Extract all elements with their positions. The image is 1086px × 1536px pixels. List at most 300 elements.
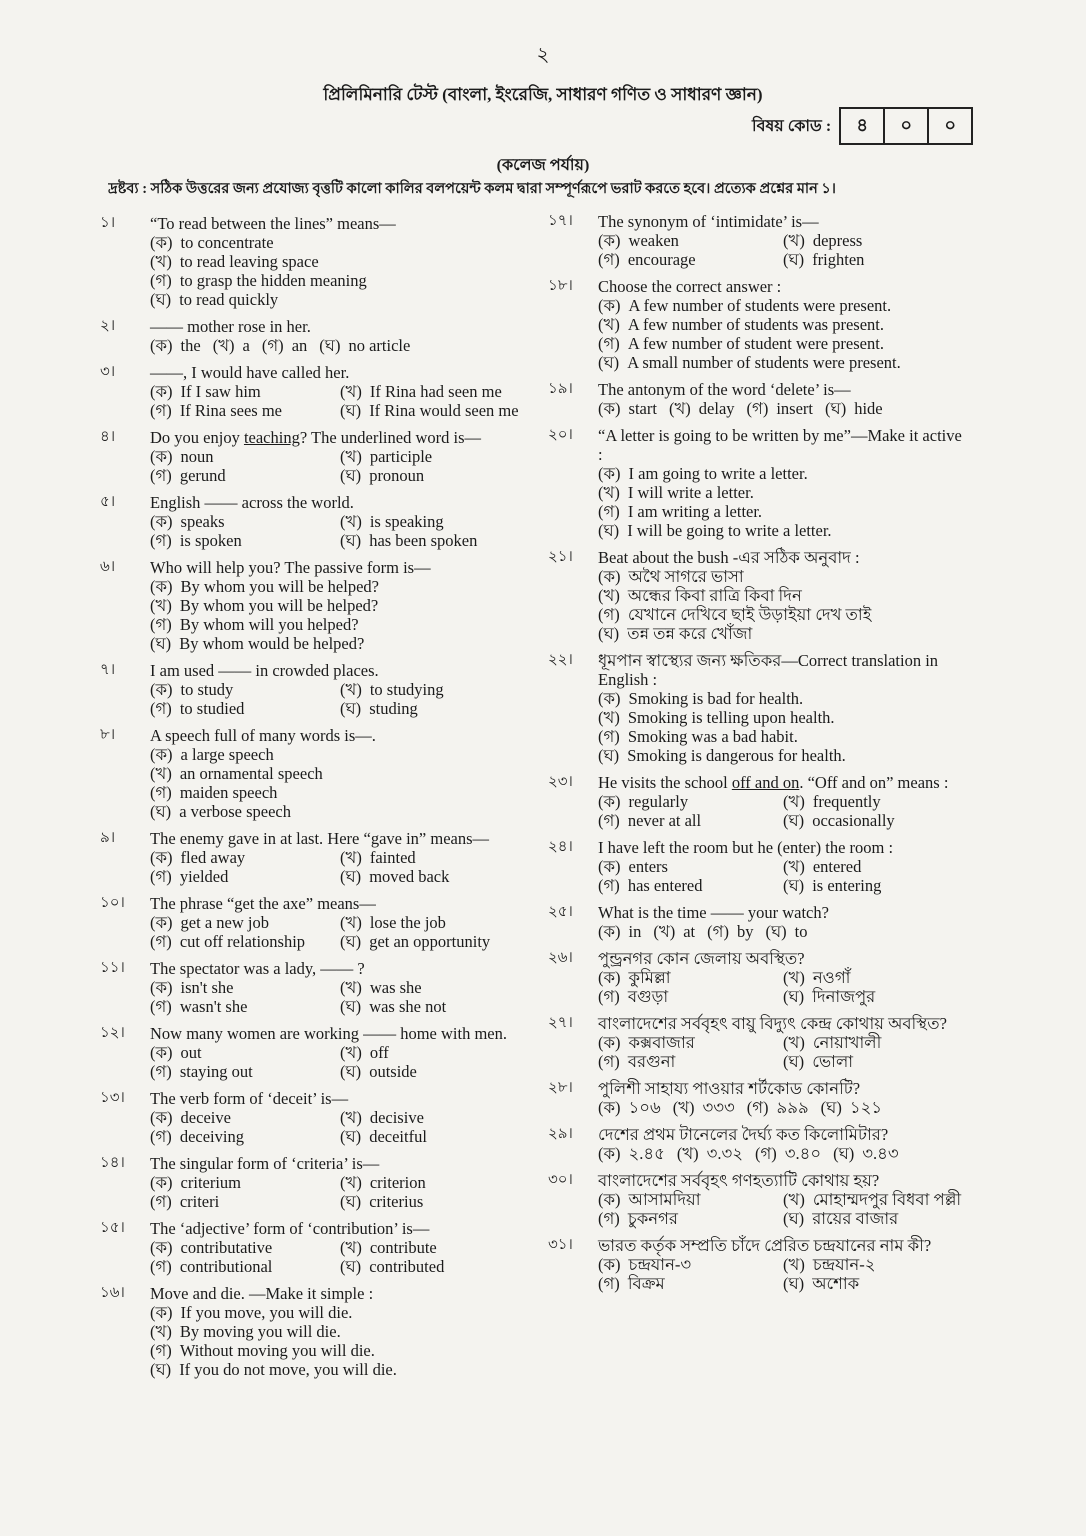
option-letter: (খ) bbox=[340, 1173, 362, 1192]
option-text: নোয়াখালী bbox=[812, 1033, 882, 1052]
option-text: start bbox=[628, 399, 657, 418]
question-number: ১। bbox=[100, 215, 116, 231]
answer-option bbox=[598, 727, 968, 746]
question-item bbox=[100, 726, 530, 821]
option-letter: (ক) bbox=[150, 512, 173, 531]
option-letter: (ক) bbox=[598, 968, 621, 987]
answer-option bbox=[150, 233, 530, 252]
option-letter: (খ) bbox=[668, 399, 691, 418]
option-letter: (গ) bbox=[598, 502, 620, 521]
option-text: contributional bbox=[179, 1257, 273, 1276]
answer-option bbox=[262, 336, 307, 355]
option-letter: (গ) bbox=[598, 727, 620, 746]
option-text: criterius bbox=[369, 1192, 424, 1211]
answer-option bbox=[150, 271, 530, 290]
option-text: চুকনগর bbox=[627, 1209, 678, 1228]
question-item bbox=[100, 1284, 530, 1379]
option-letter: (খ) bbox=[598, 315, 620, 334]
answer-option bbox=[821, 1098, 882, 1117]
option-text: hide bbox=[854, 399, 883, 418]
option-text: I am going to write a letter. bbox=[628, 464, 808, 483]
option-text: noun bbox=[180, 447, 214, 466]
option-text: criterium bbox=[180, 1173, 242, 1192]
answer-option bbox=[340, 978, 530, 997]
question-text bbox=[150, 1024, 530, 1043]
option-letter: (ক) bbox=[598, 1033, 621, 1052]
option-text: নওগাঁ bbox=[812, 968, 851, 987]
option-letter: (গ) bbox=[150, 867, 172, 886]
option-letter: (ঘ) bbox=[340, 867, 362, 886]
answer-option bbox=[598, 792, 783, 811]
answer-options bbox=[150, 913, 530, 951]
option-letter: (খ) bbox=[150, 764, 172, 783]
question-text-part: ? The underlined word is— bbox=[299, 428, 481, 447]
question-number: ৩। bbox=[100, 364, 116, 380]
option-text: তন্ন তন্ন করে খোঁজা bbox=[627, 624, 753, 643]
question-text bbox=[150, 894, 530, 913]
option-text: studing bbox=[369, 699, 418, 718]
question-number: ১২। bbox=[100, 1025, 125, 1041]
option-text: outside bbox=[369, 1062, 417, 1081]
answer-option bbox=[340, 997, 530, 1016]
question-number: ১৬। bbox=[100, 1285, 125, 1301]
option-text: an ornamental speech bbox=[179, 764, 323, 783]
question-text bbox=[150, 558, 530, 577]
option-letter: (খ) bbox=[150, 252, 172, 271]
option-text: রায়ের বাজার bbox=[812, 1209, 899, 1228]
option-text: the bbox=[180, 336, 201, 355]
question-text-part: ভারত কর্তৃক সম্প্রতি চাঁদে প্রেরিত চন্দ্রযানের নাম কী? bbox=[598, 1236, 932, 1255]
option-letter: (খ) bbox=[150, 596, 172, 615]
answer-option bbox=[150, 252, 530, 271]
answer-option bbox=[213, 336, 250, 355]
option-text: দিনাজপুর bbox=[812, 987, 876, 1006]
question-text bbox=[598, 426, 968, 464]
option-text: A few number of students were present. bbox=[628, 296, 892, 315]
subject-code-digit: ০ bbox=[927, 109, 971, 143]
answer-option bbox=[783, 250, 968, 269]
option-text: contribute bbox=[369, 1238, 437, 1257]
answer-option bbox=[783, 1274, 968, 1293]
option-text: অথৈ সাগরে ভাসা bbox=[628, 567, 744, 586]
question-underlined-word: teaching bbox=[243, 428, 300, 447]
question-item bbox=[100, 558, 530, 653]
subject-code-digit: ০ bbox=[883, 109, 927, 143]
question-number: ৯। bbox=[100, 830, 116, 846]
question-text bbox=[598, 212, 968, 231]
option-letter: (গ) bbox=[598, 605, 620, 624]
option-letter: (ক) bbox=[150, 447, 173, 466]
question-item bbox=[100, 1024, 530, 1081]
question-item bbox=[548, 1079, 968, 1117]
question-item bbox=[548, 949, 968, 1006]
question-item bbox=[100, 1219, 530, 1276]
option-text: to read leaving space bbox=[179, 252, 319, 271]
option-text: pronoun bbox=[369, 466, 425, 485]
answer-option bbox=[150, 290, 530, 309]
option-text: never at all bbox=[627, 811, 702, 830]
option-letter: (ঘ) bbox=[319, 336, 341, 355]
option-text: If you do not move, you will die. bbox=[179, 1360, 397, 1379]
question-underlined-word: off and on bbox=[731, 773, 800, 792]
answer-options bbox=[150, 978, 530, 1016]
option-letter: (ঘ) bbox=[340, 997, 362, 1016]
answer-option bbox=[598, 689, 968, 708]
question-item bbox=[548, 773, 968, 830]
answer-options bbox=[150, 1043, 530, 1081]
option-letter: (গ) bbox=[754, 1144, 777, 1163]
answer-option bbox=[340, 1127, 530, 1146]
answer-option bbox=[340, 932, 530, 951]
answer-option bbox=[150, 466, 340, 485]
option-letter: (ক) bbox=[598, 1098, 621, 1117]
question-number: ২৭। bbox=[548, 1015, 573, 1031]
answer-option bbox=[150, 978, 340, 997]
option-text: entered bbox=[812, 857, 862, 876]
question-text-part: The enemy gave in at last. Here “gave in” means— bbox=[150, 829, 490, 848]
option-text: ভোলা bbox=[812, 1052, 854, 1071]
question-number: ১৯। bbox=[548, 381, 573, 397]
question-text-part: The ‘adjective’ form of ‘contribution’ is— bbox=[150, 1219, 430, 1238]
answer-option bbox=[707, 922, 753, 941]
option-text: is speaking bbox=[369, 512, 444, 531]
subject-code-label: বিষয় কোড : bbox=[752, 117, 832, 135]
answer-options bbox=[150, 336, 530, 355]
option-letter: (গ) bbox=[150, 783, 172, 802]
option-text: has entered bbox=[627, 876, 703, 895]
option-text: বরগুনা bbox=[627, 1052, 676, 1071]
question-item bbox=[100, 1089, 530, 1146]
answer-option bbox=[755, 1144, 821, 1163]
question-column-right bbox=[548, 212, 968, 1301]
question-text-part: Beat about the bush -এর সঠিক অনুবাদ : bbox=[598, 548, 860, 567]
option-text: regularly bbox=[628, 792, 689, 811]
option-text: frequently bbox=[812, 792, 881, 811]
question-text bbox=[598, 548, 968, 567]
question-text-part: The verb form of ‘deceit’ is— bbox=[150, 1089, 349, 1108]
question-item bbox=[100, 214, 530, 309]
question-number: ২১। bbox=[548, 549, 573, 565]
question-text bbox=[150, 317, 530, 336]
answer-options bbox=[598, 792, 968, 830]
option-letter: (ক) bbox=[150, 1303, 173, 1322]
option-text: by bbox=[736, 922, 754, 941]
option-text: বগুড়া bbox=[627, 987, 669, 1006]
answer-option bbox=[598, 1209, 783, 1228]
option-letter: (ঘ) bbox=[783, 1274, 805, 1293]
question-text-part: বাংলাদেশের সর্ববৃহৎ গণহত্যাটি কোথায় হয়? bbox=[598, 1171, 880, 1190]
answer-options bbox=[598, 968, 968, 1006]
option-letter: (ক) bbox=[598, 792, 621, 811]
answer-options bbox=[150, 745, 530, 821]
answer-option bbox=[150, 382, 340, 401]
option-letter: (ঘ) bbox=[765, 922, 787, 941]
question-text bbox=[598, 1014, 968, 1033]
answer-options bbox=[150, 1303, 530, 1379]
option-text: যেখানে দেখিবে ছাই উড়াইয়া দেখ তাই bbox=[627, 605, 872, 624]
option-text: Smoking was a bad habit. bbox=[627, 727, 798, 746]
answer-option bbox=[340, 699, 530, 718]
option-text: staying out bbox=[179, 1062, 253, 1081]
option-text: wasn't she bbox=[179, 997, 248, 1016]
option-text: out bbox=[180, 1043, 202, 1062]
question-text-part: Move and die. —Make it simple : bbox=[150, 1284, 374, 1303]
option-letter: (গ) bbox=[150, 531, 172, 550]
option-letter: (খ) bbox=[783, 968, 805, 987]
option-letter: (ঘ) bbox=[340, 1257, 362, 1276]
answer-option bbox=[598, 483, 968, 502]
answer-option bbox=[150, 997, 340, 1016]
option-text: fainted bbox=[369, 848, 416, 867]
option-text: মোহাম্মদপুর বিধবা পল্লী bbox=[812, 1190, 962, 1209]
option-letter: (গ) bbox=[598, 1274, 620, 1293]
option-text: deceive bbox=[180, 1108, 231, 1127]
answer-option bbox=[150, 745, 530, 764]
option-letter: (খ) bbox=[783, 792, 805, 811]
answer-options bbox=[598, 464, 968, 540]
option-letter: (ঘ) bbox=[340, 1192, 362, 1211]
option-letter: (গ) bbox=[598, 250, 620, 269]
option-letter: (খ) bbox=[653, 922, 676, 941]
answer-option bbox=[340, 1173, 530, 1192]
option-letter: (ক) bbox=[150, 848, 173, 867]
question-text-part: দেশের প্রথম টানেলের দৈর্ঘ্য কত কিলোমিটার? bbox=[598, 1125, 889, 1144]
option-text: fled away bbox=[180, 848, 246, 867]
answer-options bbox=[598, 399, 968, 418]
answer-options bbox=[598, 922, 968, 941]
option-letter: (ক) bbox=[150, 978, 173, 997]
option-letter: (ক) bbox=[150, 336, 173, 355]
question-item bbox=[548, 651, 968, 765]
option-letter: (ক) bbox=[150, 577, 173, 596]
option-letter: (গ) bbox=[150, 1127, 172, 1146]
answer-options bbox=[598, 689, 968, 765]
option-letter: (ঘ) bbox=[598, 353, 620, 372]
option-letter: (খ) bbox=[783, 1255, 805, 1274]
question-number: ১৭। bbox=[548, 213, 573, 229]
option-letter: (গ) bbox=[150, 1257, 172, 1276]
question-item bbox=[100, 1154, 530, 1211]
option-letter: (ক) bbox=[150, 745, 173, 764]
option-letter: (ঘ) bbox=[820, 1098, 842, 1117]
option-letter: (গ) bbox=[598, 987, 620, 1006]
option-letter: (খ) bbox=[340, 680, 362, 699]
question-number: ১৩। bbox=[100, 1090, 125, 1106]
question-text bbox=[598, 277, 968, 296]
option-letter: (গ) bbox=[150, 997, 172, 1016]
option-text: If I saw him bbox=[180, 382, 261, 401]
option-text: চন্দ্রযান-৩ bbox=[628, 1255, 692, 1274]
answer-option bbox=[598, 399, 657, 418]
option-text: to bbox=[794, 922, 808, 941]
option-letter: (খ) bbox=[340, 382, 362, 401]
option-text: কক্সবাজার bbox=[628, 1033, 695, 1052]
option-letter: (ঘ) bbox=[598, 746, 620, 765]
option-letter: (ঘ) bbox=[783, 811, 805, 830]
answer-option bbox=[150, 615, 530, 634]
option-letter: (ঘ) bbox=[833, 1144, 855, 1163]
option-letter: (খ) bbox=[598, 708, 620, 727]
question-text-part: English —— across the world. bbox=[150, 493, 354, 512]
option-letter: (ঘ) bbox=[340, 466, 362, 485]
option-letter: (খ) bbox=[150, 1322, 172, 1341]
answer-option bbox=[783, 876, 968, 895]
option-text: Smoking is bad for health. bbox=[628, 689, 804, 708]
option-letter: (ক) bbox=[598, 857, 621, 876]
option-text: A few number of students was present. bbox=[627, 315, 884, 334]
answer-option bbox=[653, 922, 695, 941]
question-item bbox=[548, 1125, 968, 1163]
option-text: ৩.৪৩ bbox=[862, 1144, 899, 1163]
option-letter: (ক) bbox=[150, 1043, 173, 1062]
answer-option bbox=[598, 296, 968, 315]
answer-options bbox=[598, 1033, 968, 1071]
answer-option bbox=[598, 987, 783, 1006]
answer-options bbox=[598, 296, 968, 372]
option-letter: (গ) bbox=[707, 922, 729, 941]
option-text: weaken bbox=[628, 231, 679, 250]
answer-option bbox=[598, 521, 968, 540]
option-text: enters bbox=[628, 857, 668, 876]
option-text: ৩৩৩ bbox=[702, 1098, 735, 1117]
option-letter: (খ) bbox=[783, 231, 805, 250]
option-letter: (খ) bbox=[783, 857, 805, 876]
question-number: ১৮। bbox=[548, 278, 573, 294]
option-text: decisive bbox=[369, 1108, 424, 1127]
question-text-part: The singular form of ‘criteria’ is— bbox=[150, 1154, 380, 1173]
answer-options bbox=[598, 1144, 968, 1163]
option-text: ১২১ bbox=[849, 1098, 883, 1117]
option-text: moved back bbox=[369, 867, 450, 886]
question-number: ২৬। bbox=[548, 950, 573, 966]
answer-option bbox=[340, 382, 530, 401]
answer-options bbox=[598, 1255, 968, 1293]
question-item bbox=[100, 661, 530, 718]
answer-options bbox=[598, 857, 968, 895]
question-number: ২৯। bbox=[548, 1126, 573, 1142]
option-letter: (ঘ) bbox=[598, 521, 620, 540]
question-item bbox=[100, 428, 530, 485]
question-text bbox=[150, 363, 530, 382]
question-number: ১০। bbox=[100, 895, 125, 911]
answer-option bbox=[598, 250, 783, 269]
answer-option bbox=[150, 596, 530, 615]
answer-option bbox=[598, 231, 783, 250]
answer-option bbox=[598, 1144, 665, 1163]
option-letter: (খ) bbox=[340, 512, 362, 531]
option-text: participle bbox=[369, 447, 433, 466]
answer-options bbox=[150, 680, 530, 718]
option-text: frighten bbox=[812, 250, 865, 269]
answer-option bbox=[150, 634, 530, 653]
answer-option bbox=[598, 811, 783, 830]
question-column-left bbox=[100, 214, 530, 1387]
answer-options bbox=[150, 233, 530, 309]
option-text: ৩.৩২ bbox=[706, 1144, 743, 1163]
answer-option bbox=[598, 857, 783, 876]
answer-option bbox=[340, 1108, 530, 1127]
option-letter: (গ) bbox=[598, 811, 620, 830]
question-item bbox=[100, 317, 530, 355]
answer-option bbox=[598, 1098, 661, 1117]
question-item bbox=[100, 959, 530, 1016]
option-letter: (গ) bbox=[598, 334, 620, 353]
question-number: ৪। bbox=[100, 429, 116, 445]
answer-option bbox=[150, 680, 340, 699]
option-letter: (খ) bbox=[340, 913, 362, 932]
question-number: ১৫। bbox=[100, 1220, 125, 1236]
answer-option bbox=[150, 1062, 340, 1081]
option-letter: (খ) bbox=[598, 483, 620, 502]
question-text-part: Choose the correct answer : bbox=[598, 277, 782, 296]
question-item bbox=[548, 212, 968, 269]
option-text: lose the job bbox=[369, 913, 446, 932]
question-text bbox=[150, 1089, 530, 1108]
option-letter: (খ) bbox=[340, 1108, 362, 1127]
option-text: an bbox=[291, 336, 308, 355]
answer-options bbox=[150, 512, 530, 550]
option-letter: (গ) bbox=[150, 271, 172, 290]
option-text: get an opportunity bbox=[369, 932, 491, 951]
question-number: ৮। bbox=[100, 727, 116, 743]
option-letter: (ঘ) bbox=[150, 1360, 172, 1379]
answer-option bbox=[677, 1144, 743, 1163]
option-text: in bbox=[628, 922, 642, 941]
answer-option bbox=[150, 932, 340, 951]
option-text: Smoking is telling upon health. bbox=[627, 708, 835, 727]
question-text bbox=[150, 959, 530, 978]
option-text: get a new job bbox=[180, 913, 269, 932]
option-letter: (ঘ) bbox=[783, 876, 805, 895]
question-item bbox=[548, 548, 968, 643]
question-number: ৩১। bbox=[548, 1237, 573, 1253]
option-letter: (খ) bbox=[340, 978, 362, 997]
option-letter: (ঘ) bbox=[598, 624, 620, 643]
answer-option bbox=[150, 848, 340, 867]
answer-options bbox=[598, 231, 968, 269]
option-text: to study bbox=[180, 680, 234, 699]
option-text: অন্ধের কিবা রাত্রি কিবা দিন bbox=[627, 586, 802, 605]
option-text: অশোক bbox=[812, 1274, 860, 1293]
option-text: contributative bbox=[180, 1238, 273, 1257]
option-text: cut off relationship bbox=[179, 932, 306, 951]
option-text: contributed bbox=[369, 1257, 445, 1276]
option-letter: (গ) bbox=[598, 1052, 620, 1071]
answer-option bbox=[783, 1209, 968, 1228]
answer-option bbox=[783, 1190, 968, 1209]
question-text-part: Do you enjoy bbox=[150, 428, 244, 447]
option-text: ৩.৪০ bbox=[784, 1144, 822, 1163]
option-letter: (গ) bbox=[150, 401, 172, 420]
option-text: yielded bbox=[179, 867, 229, 886]
option-letter: (ক) bbox=[598, 567, 621, 586]
question-text-part: পুলিশী সাহায্য পাওয়ার শর্টকোড কোনটি? bbox=[598, 1079, 861, 1098]
subject-code bbox=[752, 106, 973, 146]
question-text-part: A speech full of many words is—. bbox=[150, 726, 376, 745]
answer-option bbox=[598, 605, 968, 624]
option-text: ২.৪৫ bbox=[628, 1144, 665, 1163]
exam-level: (কলেজ পর্যায়) bbox=[496, 157, 590, 174]
option-text: deceiving bbox=[179, 1127, 244, 1146]
answer-option bbox=[598, 1255, 783, 1274]
option-letter: (ঘ) bbox=[825, 399, 847, 418]
answer-option bbox=[150, 577, 530, 596]
answer-option bbox=[783, 231, 968, 250]
answer-option bbox=[319, 336, 410, 355]
answer-option bbox=[340, 1062, 530, 1081]
question-text-part: He visits the school bbox=[598, 773, 732, 792]
option-letter: (খ) bbox=[783, 1190, 805, 1209]
